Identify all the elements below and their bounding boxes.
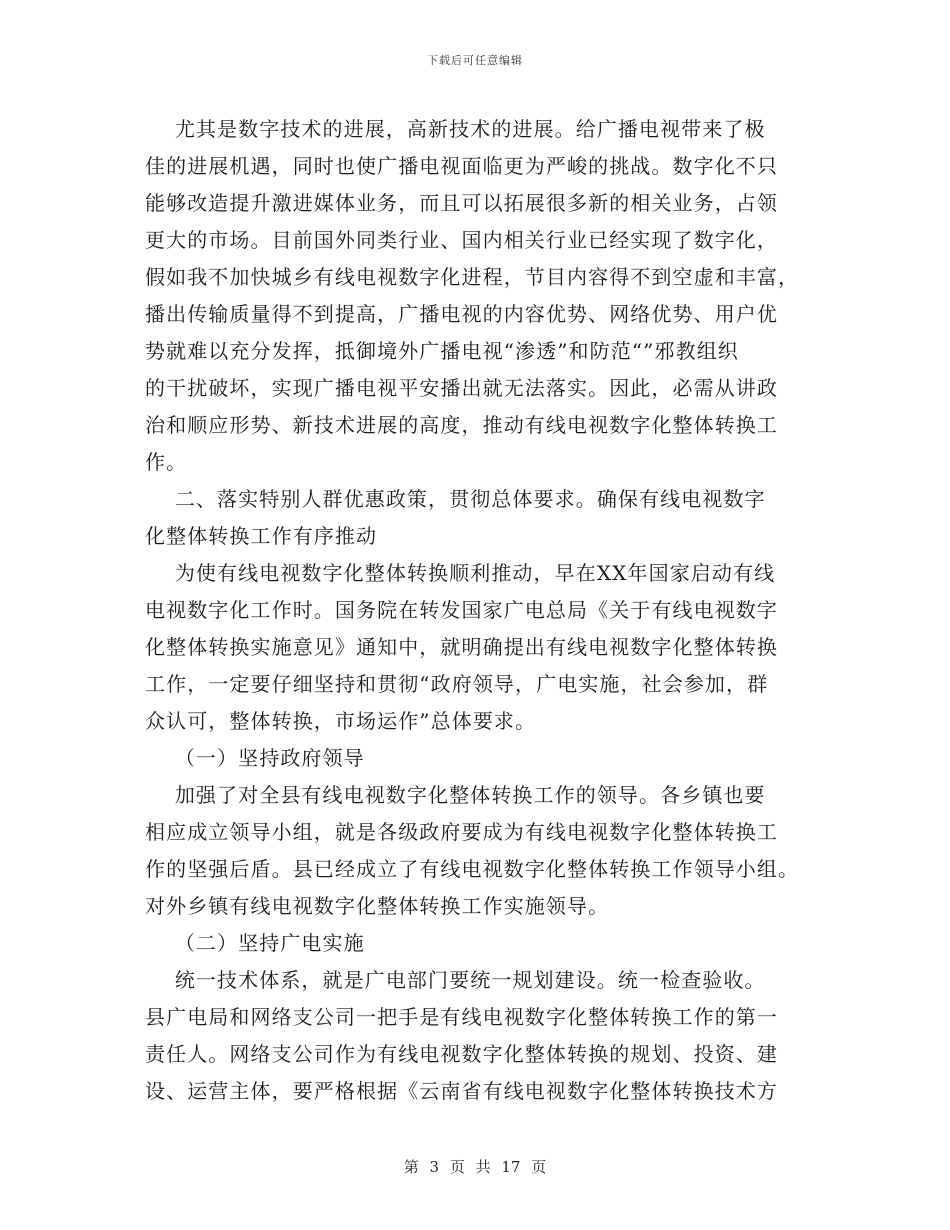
text-line: 作的坚强后盾。县已经成立了有线电视数字化整体转换工作领导小组。 bbox=[145, 857, 800, 881]
text-line: 县广电局和网络支公司一把手是有线电视数字化整体转换工作的第一 bbox=[145, 1005, 778, 1029]
text-line: 尤其是数字技术的进展，高新技术的进展。给广播电视带来了极 bbox=[145, 117, 766, 141]
text-line: 播出传输质量得不到提高，广播电视的内容优势、网络优势、用户优 bbox=[145, 302, 778, 326]
text-line: 众认可，整体转换，市场运作”总体要求。 bbox=[145, 709, 537, 733]
text-line: 工作，一定要仔细坚持和贯彻“政府领导，广电实施，社会参加，群 bbox=[145, 672, 769, 696]
document-body bbox=[145, 111, 810, 1110]
text-line: 相应成立领导小组，就是各级政府要成为有线电视数字化整体转换工 bbox=[145, 820, 778, 844]
text-line: 作。 bbox=[145, 450, 188, 474]
text-line: 佳的进展机遇，同时也使广播电视面临更为严峻的挑战。数字化不只 bbox=[145, 154, 778, 178]
page-header: 下载后可任意编辑 bbox=[427, 54, 523, 67]
text-line: 能够改造提升激进媒体业务，而且可以拓展很多新的相关业务，占领 bbox=[145, 191, 778, 215]
section-heading-line: 二、落实特别人群优惠政策，贯彻总体要求。确保有线电视数字 bbox=[145, 487, 766, 511]
text-line: 统一技术体系，就是广电部门要统一规划建设。统一检查验收。 bbox=[145, 968, 766, 992]
page-number-footer: 第 3 页 共 17 页 bbox=[403, 1158, 547, 1176]
subsection-heading: （二）坚持广电实施 bbox=[145, 931, 365, 955]
text-line: 化整体转换实施意见》通知中，就明确提出有线电视数字化整体转换 bbox=[145, 635, 778, 659]
text-line: 更大的市场。目前国外同类行业、国内相关行业已经实现了数字化， bbox=[145, 228, 778, 252]
text-line: 的干扰破坏，实现广播电视平安播出就无法落实。因此，必需从讲政 bbox=[145, 376, 778, 400]
text-line: 假如我不加快城乡有线电视数字化进程，节目内容得不到空虚和丰富， bbox=[145, 265, 800, 289]
text-line: 治和顺应形势、新技术进展的高度，推动有线电视数字化整体转换工 bbox=[145, 413, 778, 437]
text-line: 电视数字化工作时。国务院在转发国家广电总局《关于有线电视数字 bbox=[145, 598, 778, 622]
subsection-heading: （一）坚持政府领导 bbox=[145, 746, 365, 770]
text-line: 为使有线电视数字化整体转换顺利推动，早在XX年国家启动有线 bbox=[145, 561, 776, 585]
section-heading-line: 化整体转换工作有序推动 bbox=[145, 524, 378, 548]
text-line: 势就难以充分发挥，抵御境外广播电视“渗透”和防范“”邪教组织 bbox=[145, 339, 739, 363]
text-line: 加强了对全县有线电视数字化整体转换工作的领导。各乡镇也要 bbox=[145, 783, 766, 807]
text-line: 责任人。网络支公司作为有线电视数字化整体转换的规划、投资、建 bbox=[145, 1042, 778, 1066]
text-line: 对外乡镇有线电视数字化整体转换工作实施领导。 bbox=[145, 894, 610, 918]
text-line: 设、运营主体，要严格根据《云南省有线电视数字化整体转换技术方 bbox=[145, 1079, 778, 1103]
